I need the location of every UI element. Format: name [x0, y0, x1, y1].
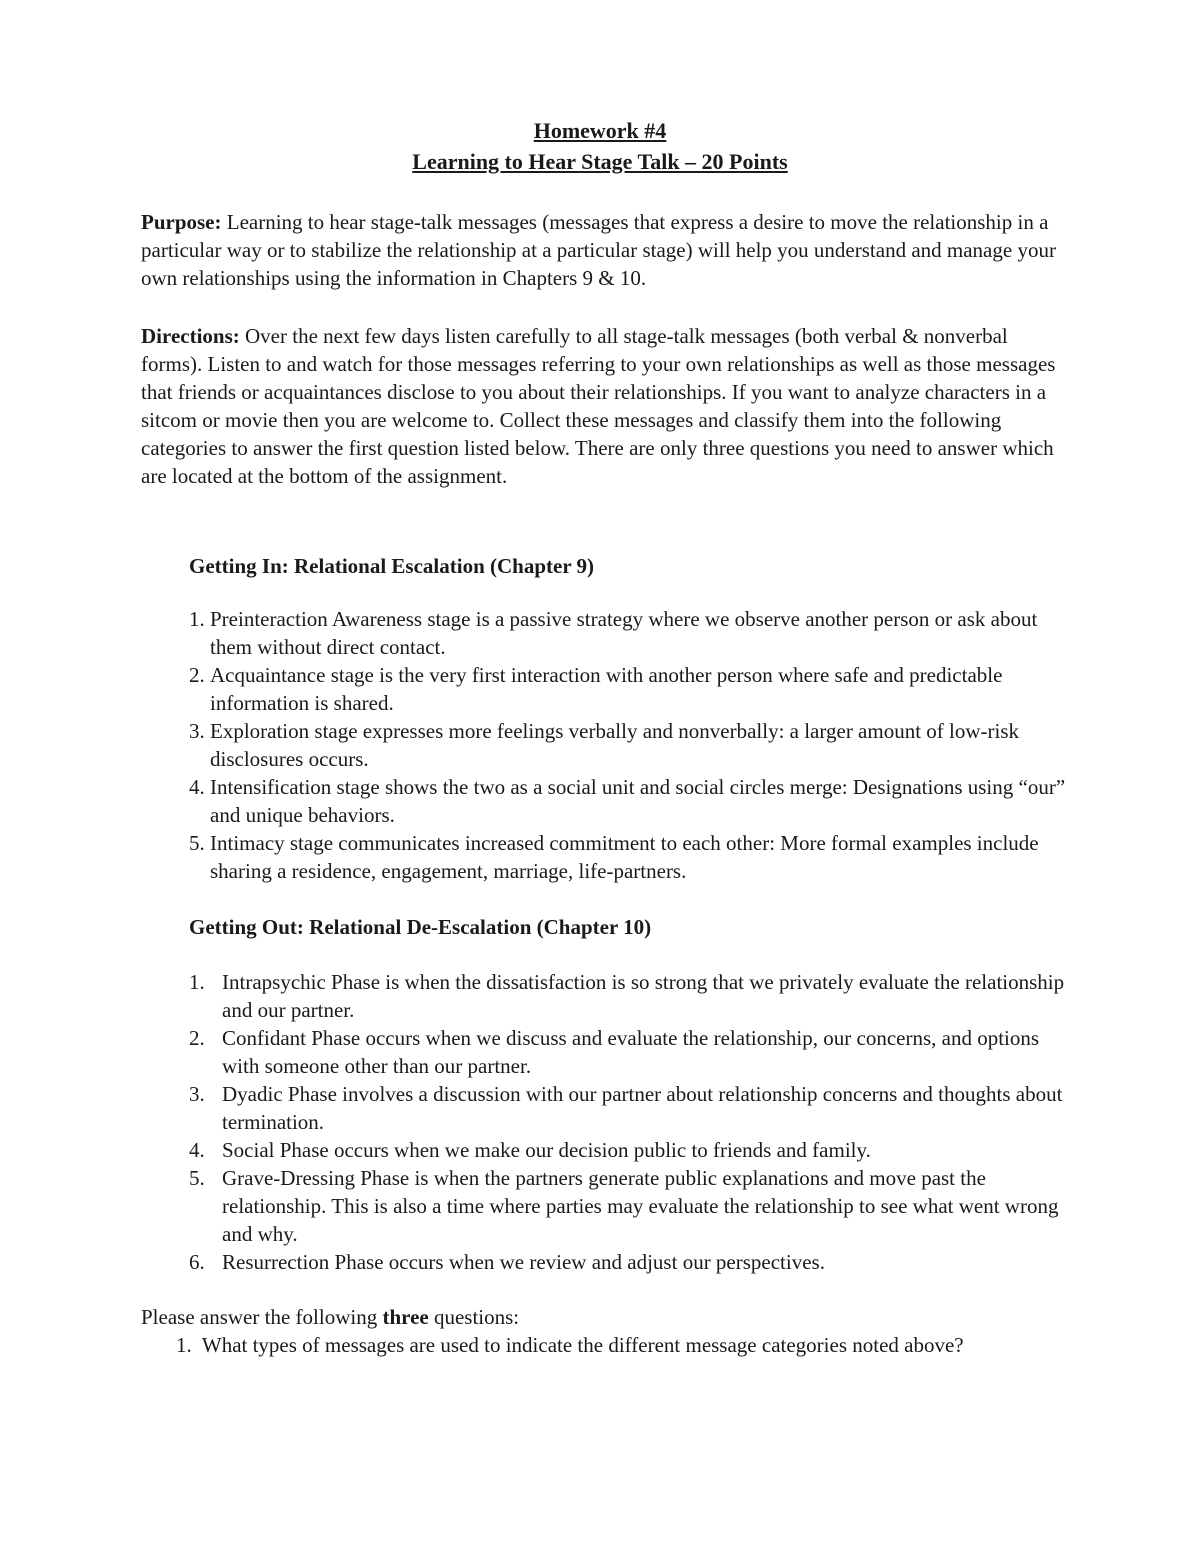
- list-text: Preinteraction Awareness stage is a passive strategy where we observe another person or ask about them without direct contact.: [210, 607, 1038, 659]
- list-text: Resurrection Phase occurs when we review and adjust our perspectives.: [222, 1250, 825, 1274]
- section-heading-getting-out: Getting Out: Relational De-Escalation (Chapter 10): [189, 915, 652, 939]
- de-escalation-list: [189, 968, 1069, 1276]
- list-text: Dyadic Phase involves a discussion with our partner about relationship concerns and thoughts about termination.: [222, 1082, 1063, 1134]
- list-number: 2.: [189, 1026, 205, 1050]
- question-number: 1.: [176, 1333, 192, 1357]
- list-item: [189, 1024, 1069, 1080]
- list-text: Intimacy stage communicates increased commitment to each other: More formal examples include sharing a residence, engagement, marriage, life-partners.: [210, 831, 1039, 883]
- list-number: 1.: [189, 970, 205, 994]
- list-number: 3.: [189, 719, 205, 743]
- list-number: 1.: [189, 607, 205, 631]
- list-text: Social Phase occurs when we make our decision public to friends and family.: [222, 1138, 871, 1162]
- purpose-text: Learning to hear stage-talk messages (messages that express a desire to move the relationship in a particular way or to stabilize the relationship at a particular stage) will help you understand and manage your own relationships using the information in Chapters 9 & 10.: [141, 210, 1056, 290]
- list-number: 5.: [189, 831, 205, 855]
- list-number: 6.: [189, 1250, 205, 1274]
- list-number: 4.: [189, 775, 205, 799]
- list-text: Intrapsychic Phase is when the dissatisfaction is so strong that we privately evaluate the relationship and our partner.: [222, 970, 1065, 1022]
- page-title: Homework #4: [533, 118, 667, 143]
- list-number: 2.: [189, 663, 205, 687]
- question-text: What types of messages are used to indicate the different message categories noted above?: [201, 1333, 964, 1357]
- section-heading-getting-in: Getting In: Relational Escalation (Chapter 9): [189, 554, 595, 578]
- questions-intro-after: questions:: [428, 1305, 520, 1329]
- list-item: [189, 1080, 1069, 1136]
- escalation-list: [189, 605, 1069, 885]
- questions-intro-bold: three: [382, 1305, 429, 1329]
- list-number: 3.: [189, 1082, 205, 1106]
- list-number: 4.: [189, 1138, 205, 1162]
- questions-list: [176, 1331, 1056, 1359]
- list-text: Grave-Dressing Phase is when the partners generate public explanations and move past the relationship. This is also a time where parties may evaluate the relationship to see what went wrong and why.: [222, 1166, 1059, 1246]
- purpose-label: Purpose:: [141, 210, 222, 234]
- list-text: Intensification stage shows the two as a social unit and social circles merge: Designations using “our” and unique behaviors.: [210, 775, 1066, 827]
- list-item: [189, 661, 1069, 717]
- list-item: [189, 773, 1069, 829]
- question-item: [176, 1331, 1056, 1359]
- directions-text: Over the next few days listen carefully to all stage-talk messages (both verbal & nonverbal forms). Listen to and watch for those messages referring to your own relationships as well as those messages that friends or acquaintances disclose to you about their relationships. If you want to analyze characters in a sitcom or movie then you are welcome to. Collect these messages and classify them into the following categories to answer the first question listed below. There are only three questions you need to answer which are located at the bottom of the assignment.: [141, 324, 1056, 488]
- questions-intro-before: Please answer the following: [141, 1305, 383, 1329]
- directions-paragraph: [141, 322, 1061, 490]
- list-item: [189, 968, 1069, 1024]
- list-item: [189, 1136, 1069, 1164]
- list-item: [189, 1248, 1069, 1276]
- list-item: [189, 1164, 1069, 1248]
- page-subtitle: Learning to Hear Stage Talk – 20 Points: [412, 149, 788, 174]
- list-item: [189, 829, 1069, 885]
- list-text: Exploration stage expresses more feelings verbally and nonverbally: a larger amount of low-risk disclosures occurs.: [210, 719, 1020, 771]
- purpose-paragraph: [141, 208, 1061, 292]
- directions-label: Directions:: [141, 324, 240, 348]
- list-item: [189, 717, 1069, 773]
- list-item: [189, 605, 1069, 661]
- questions-intro: [141, 1303, 1061, 1331]
- list-text: Confidant Phase occurs when we discuss and evaluate the relationship, our concerns, and options with someone other than our partner.: [222, 1026, 1040, 1078]
- list-number: 5.: [189, 1166, 205, 1190]
- list-text: Acquaintance stage is the very first interaction with another person where safe and predictable information is shared.: [210, 663, 1003, 715]
